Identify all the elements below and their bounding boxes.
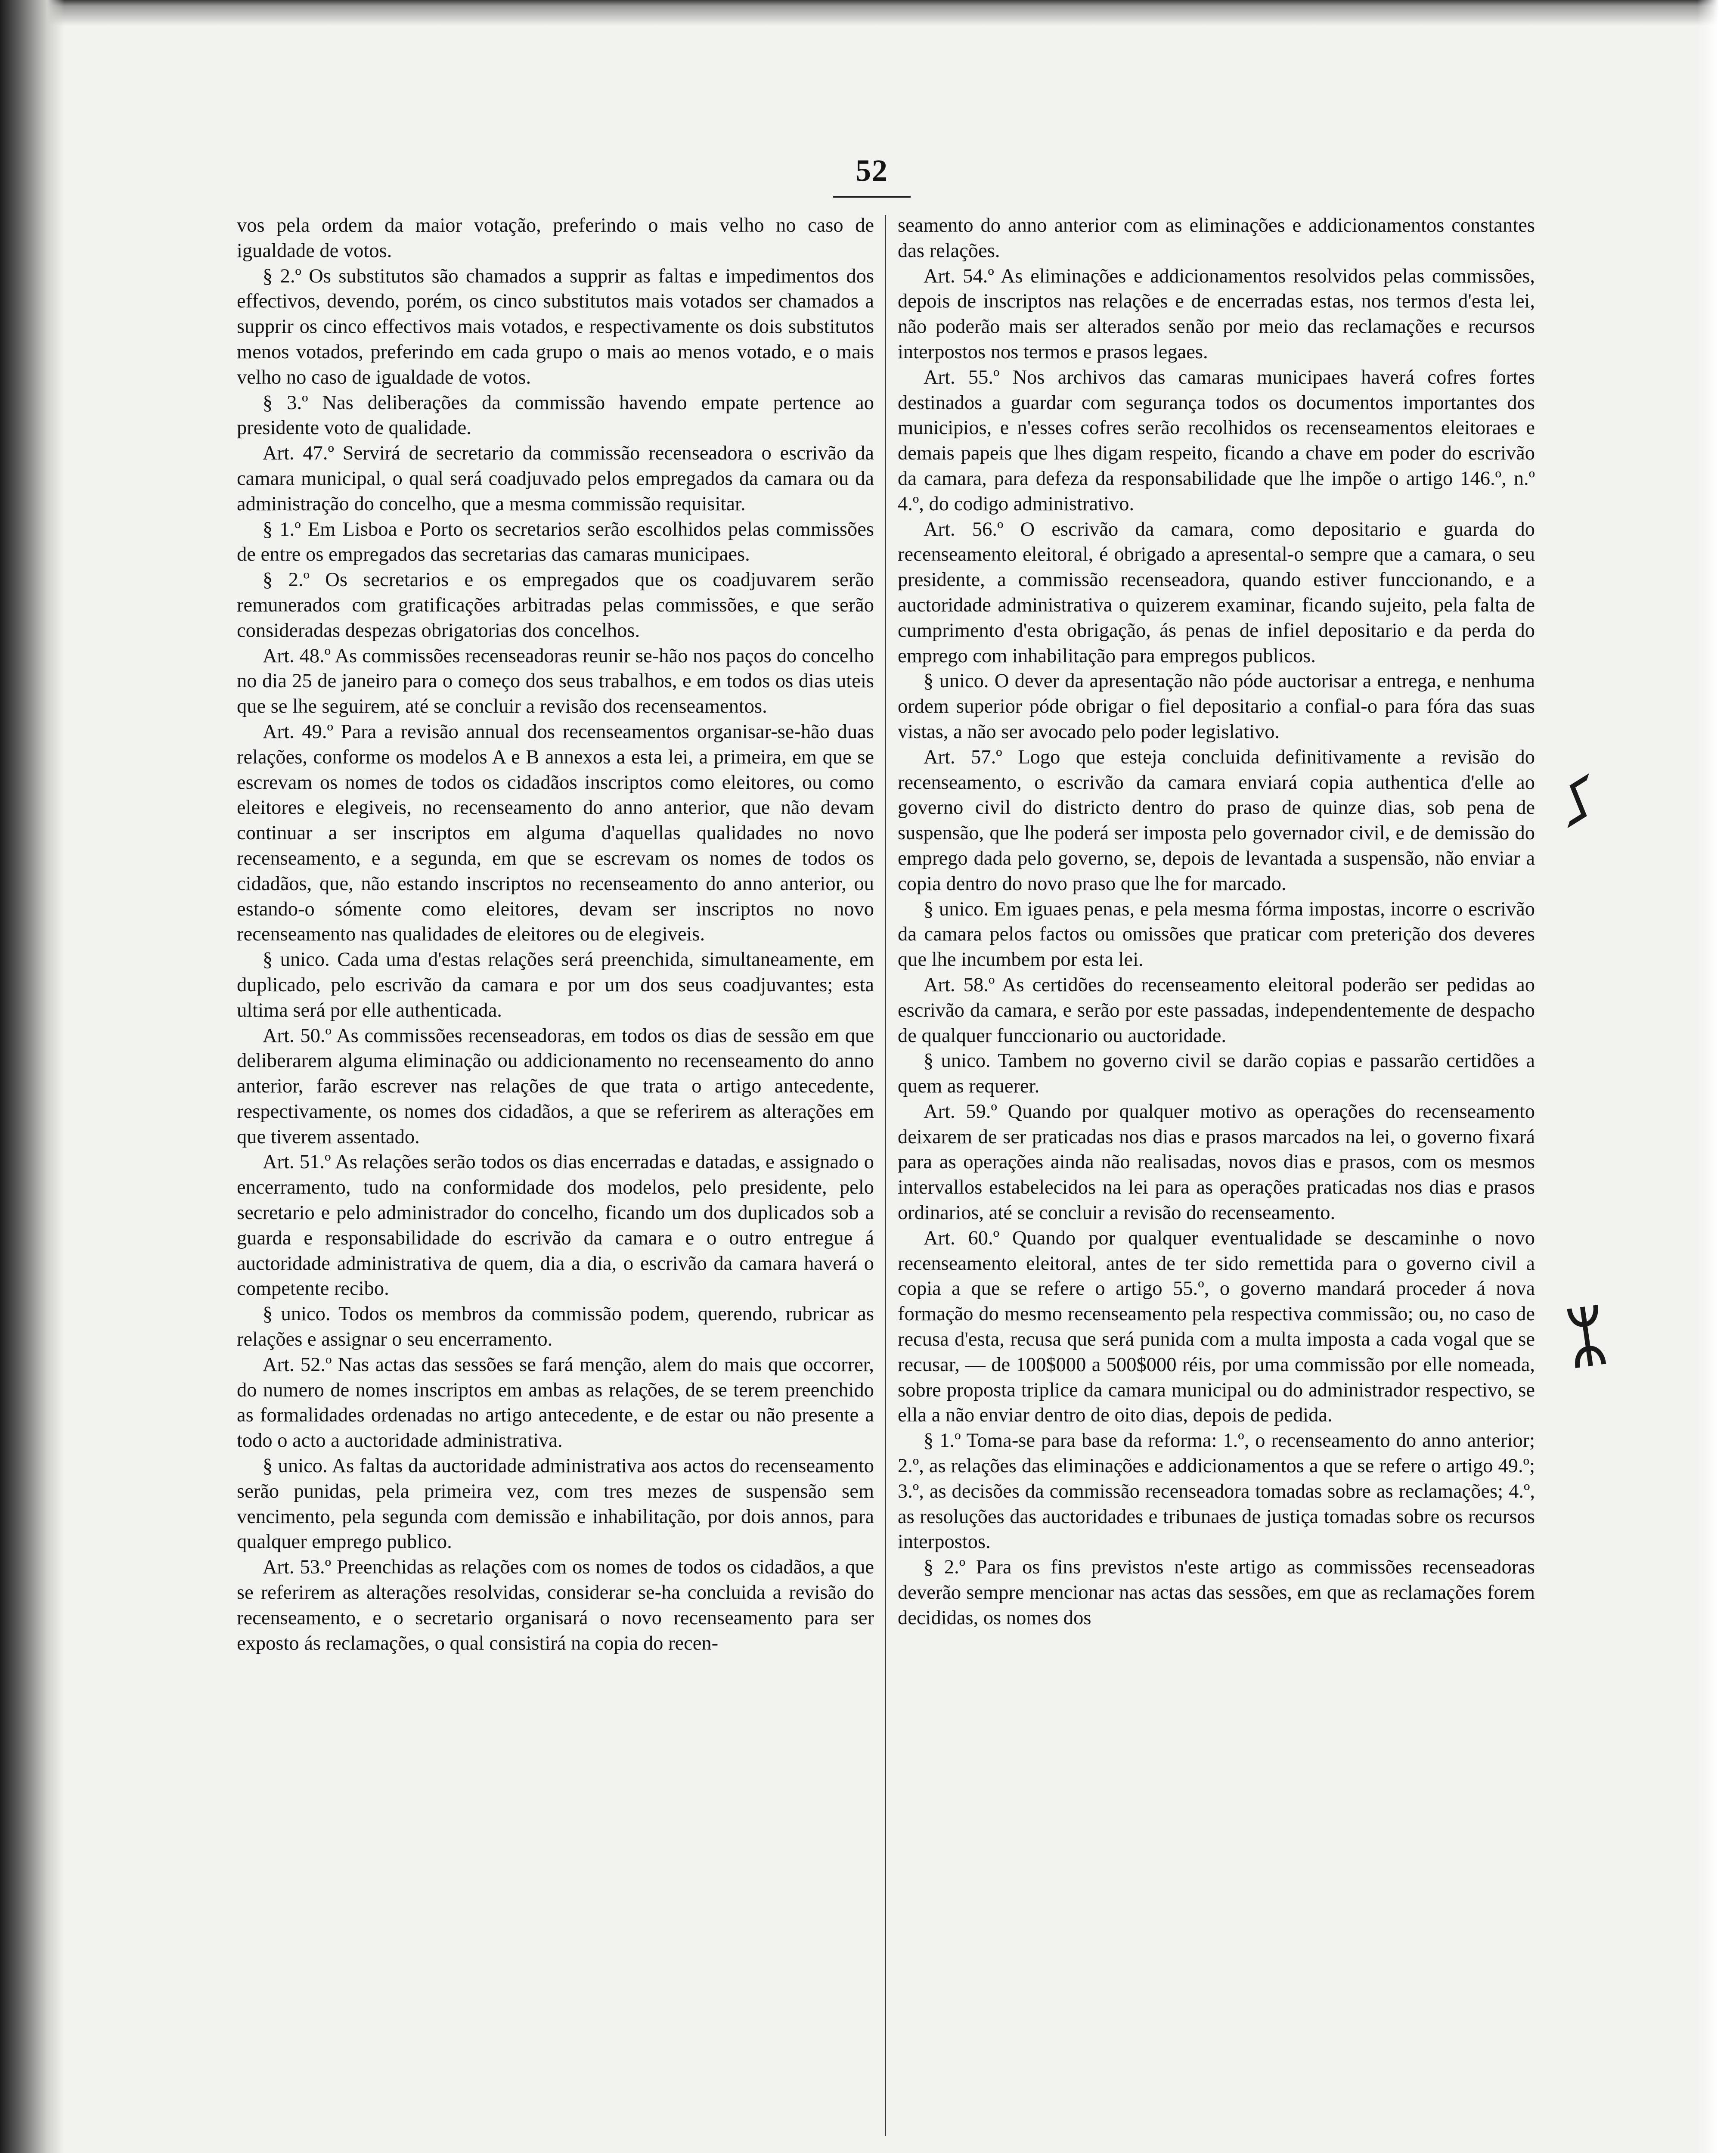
paragraph: § unico. Todos os membros da commissão podem, querendo, rubricar as relações e assignar o seu encerramento. xyxy=(237,1303,874,1351)
paragraph: vos pela ordem da maior votação, preferindo o mais velho no caso de igualdade de votos. xyxy=(237,214,874,262)
paragraph: Art. 55.º Nos archivos das camaras municipaes haverá cofres fortes destinados a guardar com segurança todos os documentos importantes dos municipios, e n'esses cofres serão recolhidos os recenseamentos eleitoraes e demais papeis que lhes digam respeito, ficando a chave em poder do escrivão da camara, para defeza da responsabilidade que lhe impõe o artigo 146.º, n.º 4.º, do codigo administrativo. xyxy=(898,366,1535,515)
scan-shadow-top xyxy=(0,0,1736,26)
paragraph: § 1.º Em Lisboa e Porto os secretarios serão escolhidos pelas commissões de entre os empregados das secretarias das camaras municipaes. xyxy=(237,518,874,566)
paragraph: Art. 60.º Quando por qualquer eventualidade se descaminhe o novo recenseamento eleitoral, antes de ter sido remettida para o governo civil a copia a que se refere o artigo 55.º, o governo mandará proceder á nova formação do mesmo recenseamento pela respectiva commissão; ou, no caso de recusa d'esta, recusa que será punida com a multa imposta a cada vogal que se recusar, — de 100$000 a 500$000 réis, por uma commissão por elle nomeada, sobre proposta triplice da camara municipal ou do administrador respectivo, se ella a não enviar dentro de oito dias, depois de pedida. xyxy=(898,1227,1535,1427)
paragraph: Art. 47.º Servirá de secretario da commissão recenseadora o escrivão da camara municipal, o qual será coadjuvado pelos empregados da camara ou da administração do concelho, que a mesma commissão requisitar. xyxy=(237,442,874,515)
paragraph: Art. 51.º As relações serão todos os dias encerradas e datadas, e assignado o encerramento, tudo na conformidade dos modelos, pelo presidente, pelo secretario e pelo administrador do concelho, ficando um dos duplicados sob a guarda e responsabilidade do escrivão da camara e o outro entregue á auctoridade administrativa de quem, dia a dia, o escrivão da camara haverá o competente recibo. xyxy=(237,1151,874,1300)
margin-annotation-mark: ᛯ xyxy=(1562,1299,1611,1375)
paragraph: § 3.º Nas deliberações da commissão havendo empate pertence ao presidente voto de qualidade. xyxy=(237,391,874,439)
paragraph: Art. 59.º Quando por qualquer motivo as operações do recenseamento deixarem de ser praticadas nos dias e prasos marcados na lei, o governo fixará para as operações ainda não realisadas, novos dias e prasos, com os mesmos intervallos estabelecidos na lei para as operações praticadas nos dias e prasos ordinarios, até se concluir a revisão do recenseamento. xyxy=(898,1100,1535,1224)
paragraph: Art. 52.º Nas actas das sessões se fará menção, alem do mais que occorrer, do numero de nomes inscriptos em ambas as relações, de se terem preenchido as formalidades ordenadas no artigo antecedente, e de estar ou não presente a todo o acto a auctoridade administrativa. xyxy=(237,1353,874,1452)
paragraph: § unico. O dever da apresentação não póde auctorisar a entrega, e nenhuma ordem superior póde obrigar o fiel depositario a confial-o para fóra das suas vistas, a não ser avocado pelo poder legislativo. xyxy=(898,670,1535,743)
left-column xyxy=(237,213,874,1656)
paragraph: § 1.º Toma-se para base da reforma: 1.º, o recenseamento do anno anterior; 2.º, as relações das eliminações e addicionamentos a que se refere o artigo 49.º; 3.º, as decisões da commissão recenseadora tomadas sobre as reclamações; 4.º, as resoluções das auctoridades e tribunaes de justiça tomadas sobre os recursos interpostos. xyxy=(898,1430,1535,1553)
paragraph: Art. 58.º As certidões do recenseamento eleitoral poderão ser pedidas ao escrivão da camara, e serão por este passadas, independentemente de despacho de qualquer funccionario ou auctoridade. xyxy=(898,974,1535,1047)
paragraph: § unico. As faltas da auctoridade administrativa aos actos do recenseamento serão punidas, pela primeira vez, com tres mezes de suspensão sem vencimento, pela segunda com demissão e inhabilitação, por dois annos, para qualquer emprego publico. xyxy=(237,1455,874,1553)
right-column xyxy=(898,213,1535,1631)
scan-margin-right xyxy=(1697,0,1736,2153)
paragraph: Art. 48.º As commissões recenseadoras reunir se-hão nos paços do concelho no dia 25 de janeiro para o começo dos seus trabalhos, e em todos os dias uteis que se lhe seguirem, até se concluir a revisão dos recenseamentos. xyxy=(237,645,874,718)
paragraph: § unico. Cada uma d'estas relações será preenchida, simultaneamente, em duplicado, pelo escrivão da camara e por um dos seus coadjuvantes; esta ultima será por elle authenticada. xyxy=(237,949,874,1021)
paragraph: § 2.º Para os fins previstos n'este artigo as commissões recenseadoras deverão sempre mencionar nas actas das sessões, em que as reclamações forem decididas, os nomes dos xyxy=(898,1556,1535,1629)
paragraph: § unico. Tambem no governo civil se darão copias e passarão certidões a quem as requerer. xyxy=(898,1050,1535,1098)
paragraph: § unico. Em iguaes penas, e pela mesma fórma impostas, incorre o escrivão da camara pelos factos ou omissões que praticar com preterição dos deveres que lhe incumbem por esta lei. xyxy=(898,898,1535,971)
paragraph: Art. 53.º Preenchidas as relações com os nomes de todos os cidadãos, a que se referirem as alterações resolvidas, considerar se-ha concluida a revisão do recenseamento, e o secretario organisará o novo recenseamento para ser exposto ás reclamações, o qual consistirá na copia do recen- xyxy=(237,1556,874,1654)
page-number: 52 xyxy=(856,153,888,188)
paragraph: § 2.º Os substitutos são chamados a supprir as faltas e impedimentos dos effectivos, devendo, porém, os cinco substitutos mais votados ser chamados a supprir os cinco effectivos mais votados, e respectivamente os dois substitutos menos votados, preferindo em cada grupo o mais ao menos votado, e o mais velho no caso de igualdade de votos. xyxy=(237,265,874,388)
column-divider xyxy=(885,215,886,2136)
paragraph: Art. 57.º Logo que esteja concluida definitivamente a revisão do recenseamento, o escrivão da camara enviará copia authentica d'elle ao governo civil do districto dentro do praso de quinze dias, sob pena de suspensão, que lhe poderá ser imposta pelo governador civil, e de demissão do emprego dada pelo governo, se, depois de levantada a suspensão, não enviar a copia dentro do novo praso que lhe for marcado. xyxy=(898,746,1535,895)
paragraph: Art. 54.º As eliminações e addicionamentos resolvidos pelas commissões, depois de inscriptos nas relações e de encerradas estas, nos termos d'esta lei, não poderão mais ser alterados senão por meio das reclamações e recursos interpostos nos termos e prasos legaes. xyxy=(898,265,1535,363)
scan-shadow-left xyxy=(0,0,65,2153)
page-number-rule xyxy=(833,196,911,198)
paragraph: Art. 50.º As commissões recenseadoras, em todos os dias de sessão em que deliberarem alguma eliminação ou addicionamento no recenseamento do anno anterior, farão escrever nas relações de que trata o artigo antecedente, respectivamente, os nomes dos cidadãos, a que se referirem as alterações em que tiverem assentado. xyxy=(237,1024,874,1148)
paragraph: seamento do anno anterior com as eliminações e addicionamentos constantes das relações. xyxy=(898,214,1535,262)
paragraph: Art. 56.º O escrivão da camara, como depositario e guarda do recenseamento eleitoral, é obrigado a apresental-o sempre que a camara, o seu presidente, a commissão recenseadora, quando estiver funccionando, e a auctoridade administrativa o quizerem examinar, ficando sujeito, pela falta de cumprimento d'esta obrigação, ás penas de infiel depositario e da perda do emprego com inhabilitação para empregos publicos. xyxy=(898,518,1535,667)
paragraph: § 2.º Os secretarios e os empregados que os coadjuvarem serão remunerados com gratificações arbitradas pelas commissões, e que serão consideradas despezas obrigatorias dos concelhos. xyxy=(237,569,874,642)
paragraph: Art. 49.º Para a revisão annual dos recenseamentos organisar-se-hão duas relações, conforme os modelos A e B annexos a esta lei, a primeira, em que se escrevam os nomes de todos os cidadãos inscriptos como eleitores, ou como eleitores e elegiveis, no recenseamento do anno anterior, que não devam continuar a ser inscriptos em alguma d'aquellas qualidades no novo recenseamento, e a segunda, em que se escrevam os nomes de todos os cidadãos, que, não estando inscriptos no recenseamento do anno anterior, ou estando-o sómente como eleitores, devam ser inscriptos no novo recenseamento nas qualidades de eleitores ou de elegiveis. xyxy=(237,720,874,946)
margin-annotation-mark: ᛊ xyxy=(1548,763,1608,843)
